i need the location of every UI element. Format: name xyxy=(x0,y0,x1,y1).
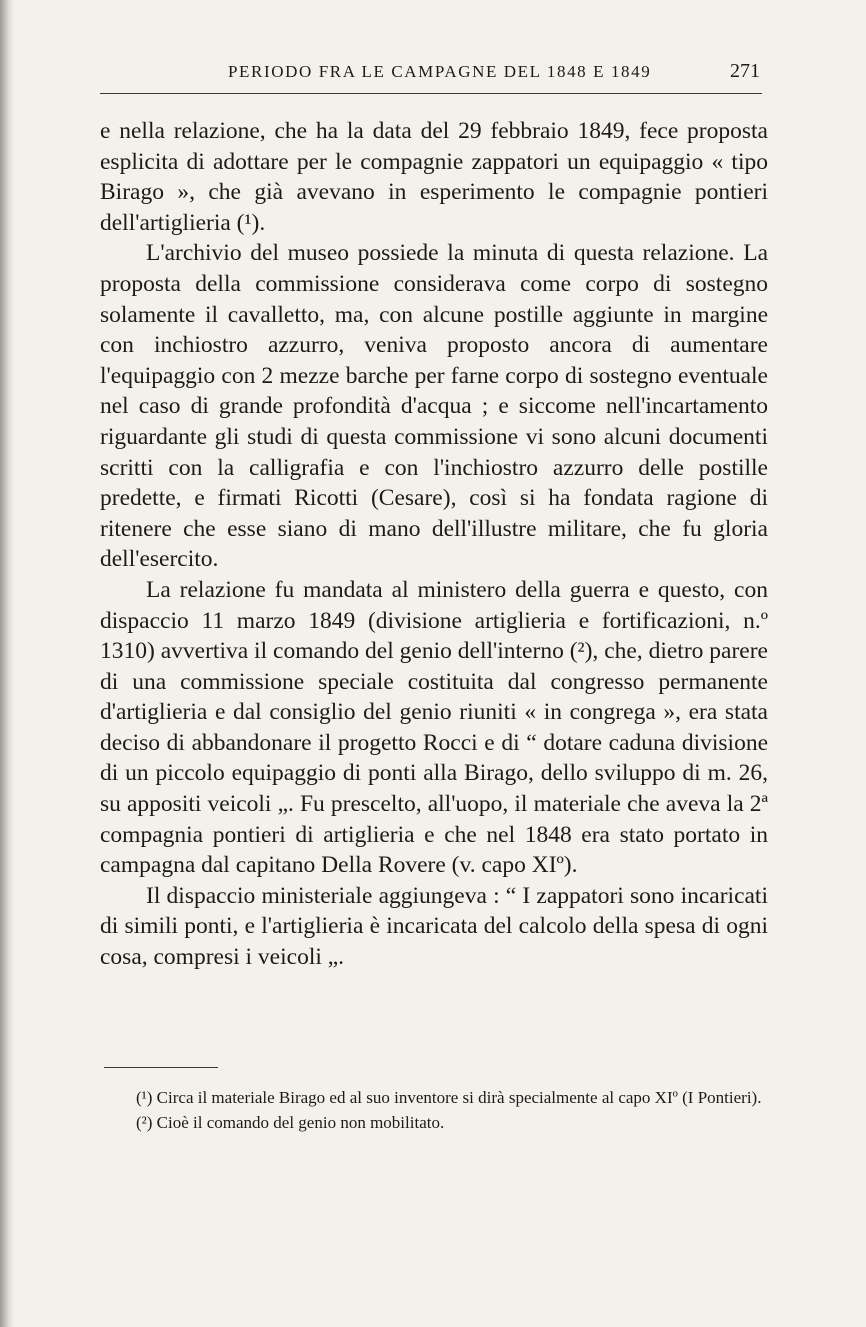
page-header xyxy=(100,58,762,88)
paragraph: Il dispaccio ministeriale aggiungeva : “ I zappatori sono incaricati di simili ponti, e l'artiglieria è incaricata del calcolo della spesa di ogni cosa, compresi i veicoli „. xyxy=(100,882,768,971)
page-number: 271 xyxy=(730,60,760,82)
page-edge-shadow xyxy=(0,0,14,1327)
footnote: (²) Cioè il comando del genio non mobilitato. xyxy=(136,1113,445,1132)
body-text xyxy=(100,116,768,973)
footnote: (¹) Circa il materiale Birago ed al suo inventore si dirà specialmente al capo XIº (I Pontieri). xyxy=(136,1088,762,1107)
footnotes xyxy=(102,1085,766,1135)
running-head: PERIODO FRA LE CAMPAGNE DEL 1848 E 1849 xyxy=(228,62,652,81)
header-rule xyxy=(100,93,762,94)
footnote-rule xyxy=(104,1067,218,1068)
paragraph: e nella relazione, che ha la data del 29 febbraio 1849, fece proposta esplicita di adottare per le compagnie zappatori un equipaggio « tipo Birago », che già avevano in esperimento le compagnie pontieri dell'artiglieria (¹). xyxy=(100,118,768,236)
paragraph: L'archivio del museo possiede la minuta di questa relazione. La proposta della commissione considerava come corpo di sostegno solamente il cavalletto, ma, con alcune postille aggiunte in margine con inchiostro azzurro, veniva proposto ancora di aumentare l'equipaggio con 2 mezze barche per farne corpo di sostegno eventuale nel caso di grande profondità d'acqua ; e siccome nell'incartamento riguardante gli studi di questa commissione vi sono alcuni documenti scritti con la calligrafia e con l'inchiostro azzurro delle postille predette, e firmati Ricotti (Cesare), così si ha fondata ragione di ritenere che esse siano di mano dell'illustre militare, che fu gloria dell'esercito. xyxy=(100,240,768,573)
paragraph: La relazione fu mandata al ministero della guerra e questo, con dispaccio 11 marzo 1849 (divisione artiglieria e fortificazioni, n.º 1310) avvertiva il comando del genio dell'interno (²), che, dietro parere di una commissione speciale costituita dal congresso permanente d'artiglieria e dal consiglio del genio riuniti « in congrega », era stata deciso di abbandonare il progetto Rocci e di “ dotare caduna divisione di un piccolo equipaggio di ponti alla Birago, dello sviluppo di m. 26, su appositi veicoli „. Fu prescelto, all'uopo, il materiale che aveva la 2ª compagnia pontieri di artiglieria e che nel 1848 era stato portato in campagna dal capitano Della Rovere (v. capo XIº). xyxy=(100,576,768,879)
